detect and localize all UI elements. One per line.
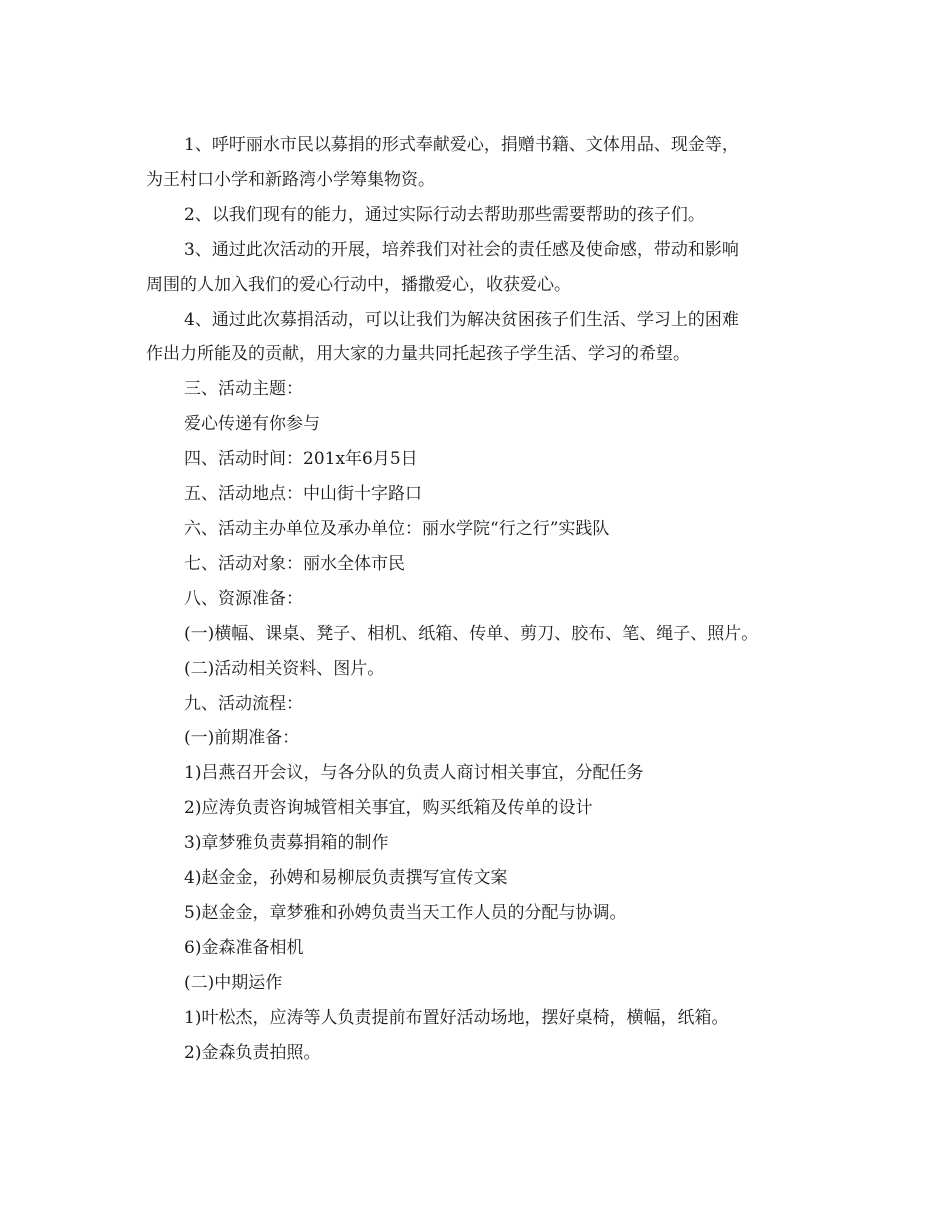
paragraph-goal-4-line-2: 作出力所能及的贡献，用大家的力量共同托起孩子学生活、学习的希望。: [146, 344, 690, 365]
heading-process: 九、活动流程：: [184, 693, 303, 714]
paragraph-goal-3-line-1: 3、通过此次活动的开展，培养我们对社会的责任感及使命感，带动和影响: [184, 239, 739, 260]
document-body: [146, 128, 826, 1070]
paragraph-goal-2: 2、以我们现有的能力，通过实际行动去帮助那些需要帮助的孩子们。: [184, 204, 705, 225]
paragraph-goal-1-line-2: 为王村口小学和新路湾小学筹集物资。: [146, 169, 435, 190]
process-phase-preparation: (一)前期准备：: [184, 728, 300, 749]
preparation-step-4: 4)赵金金，孙娉和易柳辰负责撰写宣传文案: [184, 868, 508, 889]
theme-text: 爱心传递有你参与: [184, 414, 320, 435]
preparation-step-5: 5)赵金金，章梦雅和孙娉负责当天工作人员的分配与协调。: [184, 902, 627, 923]
operation-step-1: 1)叶松杰，应涛等人负责提前布置好活动场地，摆好桌椅，横幅，纸箱。: [184, 1007, 729, 1028]
resources-item-1: (一)横幅、课桌、凳子、相机、纸箱、传单、剪刀、胶布、笔、绳子、照片。: [184, 623, 759, 644]
preparation-step-2: 2)应涛负责咨询城管相关事宜，购买纸箱及传单的设计: [184, 798, 593, 819]
heading-resources: 八、资源准备：: [184, 588, 303, 609]
heading-theme: 三、活动主题：: [184, 379, 303, 400]
preparation-step-3: 3)章梦雅负责募捐箱的制作: [184, 833, 389, 854]
paragraph-goal-1-line-1: 1、呼吁丽水市民以募捐的形式奉献爱心，捐赠书籍、文体用品、现金等，: [184, 135, 739, 155]
heading-audience: 七、活动对象：丽水全体市民: [184, 553, 405, 574]
paragraph-goal-4-line-1: 4、通过此次募捐活动，可以让我们为解决贫困孩子们生活、学习上的困难: [184, 309, 739, 330]
process-phase-operation: (二)中期运作: [184, 972, 283, 993]
paragraph-goal-3-line-2: 周围的人加入我们的爱心行动中，播撒爱心，收获爱心。: [146, 274, 571, 295]
heading-time: 四、活动时间：201x年6月5日: [184, 449, 418, 470]
heading-organizers: 六、活动主办单位及承办单位：丽水学院“行之行”实践队: [184, 518, 610, 539]
operation-step-2: 2)金森负责拍照。: [184, 1042, 321, 1063]
resources-item-2: (二)活动相关资料、图片。: [184, 658, 385, 679]
heading-location: 五、活动地点：中山街十字路口: [184, 484, 422, 505]
preparation-step-6: 6)金森准备相机: [184, 937, 304, 958]
preparation-step-1: 1)吕燕召开会议，与各分队的负责人商讨相关事宜，分配任务: [184, 763, 644, 784]
